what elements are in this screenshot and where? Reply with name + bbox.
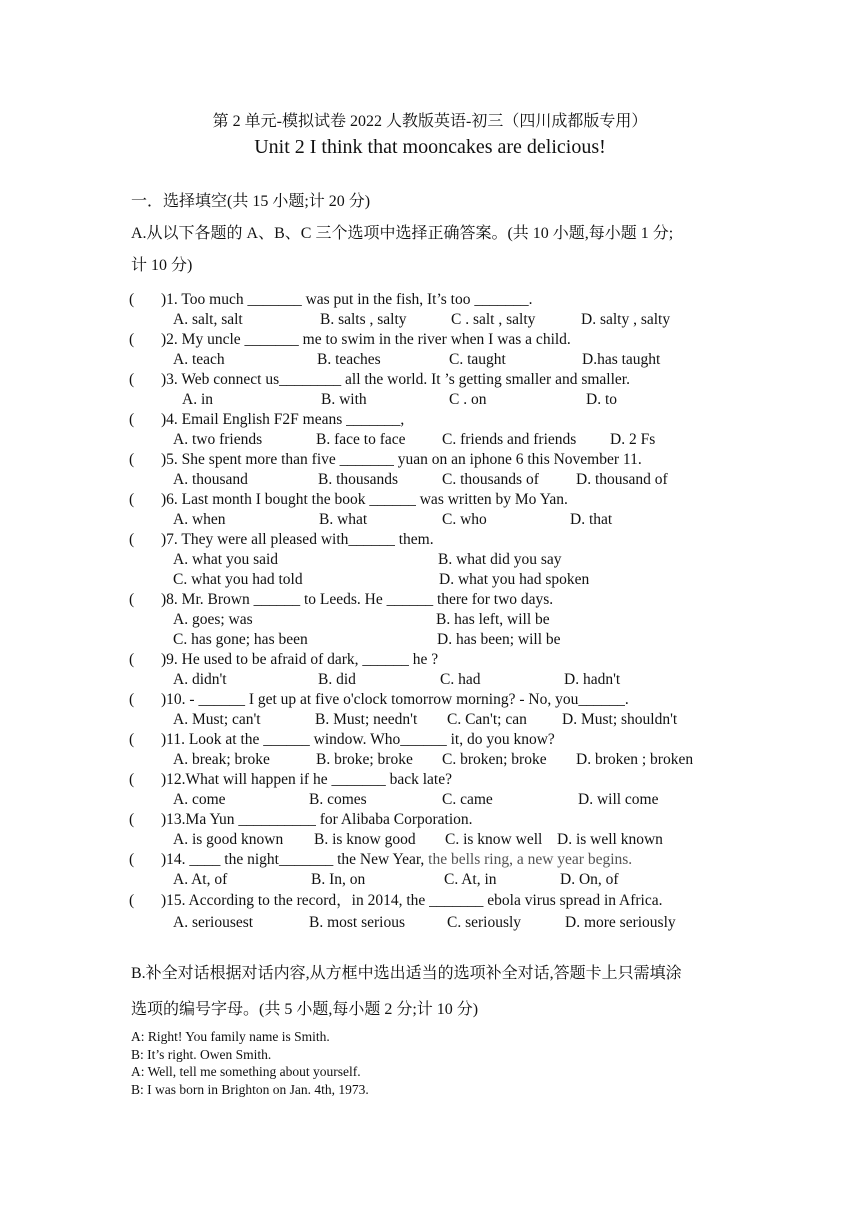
- question-13: [129, 810, 749, 830]
- option-b: B. salts , salty: [320, 311, 407, 328]
- option-b: B. with: [321, 391, 367, 408]
- question-12-options: [129, 790, 749, 810]
- option-d: D. that: [570, 511, 613, 528]
- question-stem: )6. Last month I bought the book ______ was written by Mo Yan.: [161, 491, 568, 508]
- option-c: C. At, in: [444, 871, 497, 888]
- option-b: B. comes: [309, 791, 367, 808]
- answer-blank: (: [129, 651, 135, 668]
- question-11: [129, 730, 749, 750]
- option-b: B. did: [318, 671, 356, 688]
- question-stem: )4. Email English F2F means _______,: [161, 411, 405, 428]
- question-14: [129, 850, 749, 870]
- section-b-instruction-line2: 选项的编号字母。(共 5 小题,每小题 2 分;计 10 分): [131, 1001, 479, 1018]
- question-8-options-row1: [129, 610, 749, 630]
- question-stem: )11. Look at the ______ window. Who______ it, do you know?: [161, 731, 555, 748]
- answer-blank: (: [129, 411, 135, 428]
- question-2: [129, 330, 749, 350]
- question-stem: )10. - ______ I get up at five o'clock tomorrow morning? - No, you______.: [161, 691, 629, 708]
- option-a: A. is good known: [173, 831, 284, 848]
- option-a: A. break; broke: [173, 751, 270, 768]
- option-c: C. is know well: [445, 831, 543, 848]
- option-d: D. On, of: [560, 871, 619, 888]
- option-d: D. will come: [578, 791, 659, 808]
- question-10: [129, 690, 749, 710]
- question-6: [129, 490, 749, 510]
- question-15-options: [129, 912, 749, 934]
- dialog-line: B: I was born in Brighton on Jan. 4th, 1973.: [131, 1081, 369, 1097]
- option-c: C. broken; broke: [442, 751, 547, 768]
- question-stem: )2. My uncle _______ me to swim in the river when I was a child.: [161, 331, 571, 348]
- option-d: D. more seriously: [565, 914, 676, 931]
- option-d: D. thousand of: [576, 471, 668, 488]
- question-stem: )13.Ma Yun __________ for Alibaba Corporation.: [161, 811, 473, 828]
- option-d: D. 2 Fs: [610, 431, 656, 448]
- answer-blank: (: [129, 531, 135, 548]
- answer-blank: (: [129, 731, 135, 748]
- option-d: D. broken ; broken: [576, 751, 694, 768]
- option-d: D. to: [586, 391, 617, 408]
- dialog-block: [131, 1028, 369, 1098]
- option-a: A. when: [173, 511, 226, 528]
- answer-blank: (: [129, 771, 135, 788]
- option-b: B. face to face: [316, 431, 406, 448]
- dialog-line: A: Well, tell me something about yourself.: [131, 1064, 361, 1079]
- section-a-instruction-line1: A.从以下各题的 A、B、C 三个选项中选择正确答案。(共 10 小题,每小题 1 分;: [131, 225, 674, 242]
- question-9-options: [129, 670, 749, 690]
- question-1: [129, 290, 749, 310]
- option-b: B. most serious: [309, 914, 406, 931]
- question-stem: )1. Too much _______ was put in the fish, It’s too _______.: [161, 291, 533, 308]
- option-c: C. taught: [449, 351, 506, 368]
- option-c: C. came: [442, 791, 493, 808]
- question-11-options: [129, 750, 749, 770]
- option-b: B. thousands: [318, 471, 399, 488]
- option-d: D.has taught: [582, 351, 661, 368]
- option-c: C. Can't; can: [447, 711, 527, 728]
- option-a: A. didn't: [173, 671, 227, 688]
- option-c: C. had: [440, 671, 481, 688]
- option-a: A. Must; can't: [173, 711, 261, 728]
- option-a: A. in: [182, 391, 213, 408]
- option-c: C . salt , salty: [451, 311, 536, 328]
- option-c: C. has gone; has been: [173, 631, 308, 648]
- option-c: C. seriously: [447, 914, 522, 931]
- option-a: A. teach: [173, 351, 225, 368]
- question-1-options: [129, 310, 749, 330]
- question-stem: )12.What will happen if he _______ back late?: [161, 771, 452, 788]
- option-a: A. At, of: [173, 871, 228, 888]
- answer-blank: (: [129, 331, 135, 348]
- answer-blank: (: [129, 371, 135, 388]
- question-4-options: [129, 430, 749, 450]
- option-b: B. what did you say: [438, 551, 562, 568]
- answer-blank: (: [129, 291, 135, 308]
- question-3-options: [129, 390, 749, 410]
- option-b: B. In, on: [311, 871, 366, 888]
- answer-blank: (: [129, 591, 135, 608]
- question-7-options-row1: [129, 550, 749, 570]
- question-stem-tail: the bells ring, a new year begins.: [424, 851, 633, 868]
- option-c: C. friends and friends: [442, 431, 577, 448]
- section-b-instruction-line1: B.补全对话根据对话内容,从方框中选出适当的选项补全对话,答题卡上只需填涂: [131, 965, 682, 982]
- option-a: A. salt, salt: [173, 311, 243, 328]
- question-stem: [161, 850, 632, 870]
- dialog-line: B: It’s right. Owen Smith.: [131, 1046, 272, 1062]
- option-a: A. what you said: [173, 551, 279, 568]
- option-a: A. two friends: [173, 431, 263, 448]
- option-b: B. has left, will be: [436, 611, 550, 628]
- option-d: D. hadn't: [564, 671, 621, 688]
- question-5: [129, 450, 749, 470]
- question-7: [129, 530, 749, 550]
- option-b: B. what: [319, 511, 368, 528]
- question-3: [129, 370, 749, 390]
- question-7-options-row2: [129, 570, 749, 590]
- unit-title: Unit 2 I think that mooncakes are delicious!: [254, 136, 606, 158]
- question-stem: )7. They were all pleased with______ them.: [161, 531, 434, 548]
- question-2-options: [129, 350, 749, 370]
- option-d: D. Must; shouldn't: [562, 711, 678, 728]
- answer-blank: (: [129, 451, 135, 468]
- question-list: [129, 290, 749, 934]
- option-b: B. is know good: [314, 831, 416, 848]
- question-5-options: [129, 470, 749, 490]
- option-b: B. teaches: [317, 351, 381, 368]
- option-d: D. what you had spoken: [439, 571, 590, 588]
- section-a-instruction: [131, 218, 731, 282]
- question-stem-main: )14. ____ the night_______ the New Year,: [161, 851, 425, 868]
- question-4: [129, 410, 749, 430]
- dialog-line: A: Right! You family name is Smith.: [131, 1029, 330, 1044]
- question-stem: )5. She spent more than five _______ yuan on an iphone 6 this November 11.: [161, 451, 642, 468]
- option-d: D. is well known: [557, 831, 663, 848]
- question-stem: )15. According to the record，in 2014, the _______ ebola virus spread in Africa.: [161, 892, 663, 909]
- answer-blank: (: [129, 691, 135, 708]
- option-a: A. come: [173, 791, 226, 808]
- question-6-options: [129, 510, 749, 530]
- question-stem: )9. He used to be afraid of dark, ______ he ?: [161, 651, 439, 668]
- option-c: C. who: [442, 511, 487, 528]
- option-c: C . on: [449, 391, 487, 408]
- section-heading: 一．选择填空(共 15 小题;计 20 分): [131, 193, 371, 210]
- question-14-options: [129, 870, 749, 890]
- question-8-options-row2: [129, 630, 749, 650]
- question-9: [129, 650, 749, 670]
- answer-blank: (: [129, 491, 135, 508]
- question-12: [129, 770, 749, 790]
- question-8: [129, 590, 749, 610]
- section-a-instruction-line2: 计 10 分): [131, 257, 193, 274]
- answer-blank: (: [129, 811, 135, 828]
- question-13-options: [129, 830, 749, 850]
- option-d: D. salty , salty: [581, 311, 671, 328]
- option-a: A. goes; was: [173, 611, 253, 628]
- exam-subtitle: 第 2 单元-模拟试卷 2022 人教版英语-初三（四川成都版专用）: [212, 113, 648, 130]
- option-c: C. thousands of: [442, 471, 539, 488]
- question-stem: )8. Mr. Brown ______ to Leeds. He ______ there for two days.: [161, 591, 554, 608]
- answer-blank: (: [129, 892, 135, 909]
- option-d: D. has been; will be: [437, 631, 561, 648]
- answer-blank: (: [129, 851, 135, 868]
- option-b: B. Must; needn't: [315, 711, 418, 728]
- section-b-instruction: [131, 956, 731, 1028]
- option-a: A. seriousest: [173, 914, 254, 931]
- question-stem: )3. Web connect us________ all the world. It ’s getting smaller and smaller.: [161, 371, 630, 388]
- question-15: [129, 890, 749, 912]
- option-b: B. broke; broke: [316, 751, 413, 768]
- option-c: C. what you had told: [173, 571, 303, 588]
- question-10-options: [129, 710, 749, 730]
- option-a: A. thousand: [173, 471, 248, 488]
